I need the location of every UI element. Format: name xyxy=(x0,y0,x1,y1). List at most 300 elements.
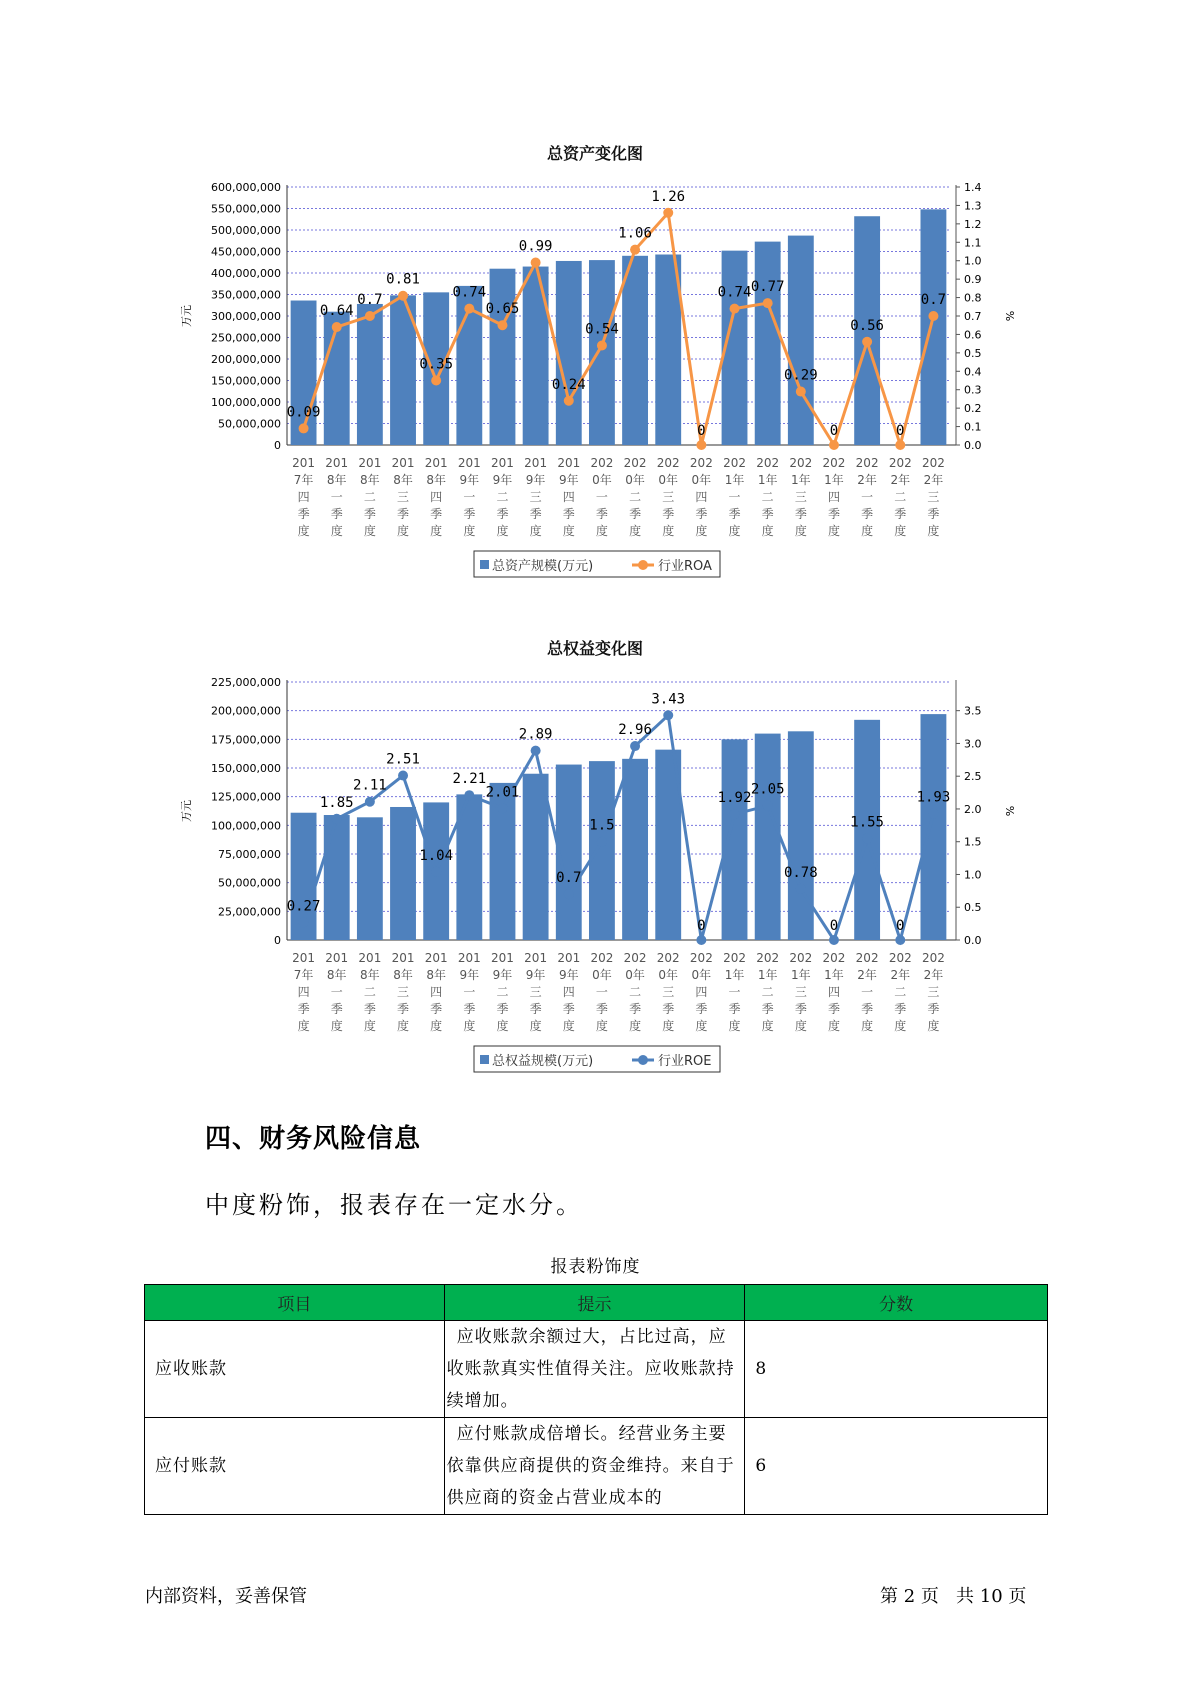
x-tick-label: 202 xyxy=(623,951,647,965)
x-tick-label: 202 xyxy=(656,951,680,965)
x-tick-label: 度 xyxy=(927,524,940,538)
x-tick-label: 度 xyxy=(330,524,343,538)
x-tick-label: 202 xyxy=(855,951,879,965)
line-point xyxy=(431,376,441,386)
x-tick-label: 度 xyxy=(430,524,443,538)
row-item: 应收账款 xyxy=(145,1321,445,1418)
x-tick-label: 一 xyxy=(595,985,608,999)
y2-tick-label: 0.8 xyxy=(964,291,982,305)
x-tick-label: 度 xyxy=(695,1019,708,1033)
y2-tick-label: 1.4 xyxy=(964,181,982,194)
x-tick-label: 季 xyxy=(794,1002,807,1016)
bar xyxy=(788,731,814,940)
data-label: 0.81 xyxy=(386,271,420,288)
y-tick-label: 0 xyxy=(274,934,281,947)
y-tick-label: 350,000,000 xyxy=(211,288,281,302)
bar xyxy=(556,261,582,445)
x-tick-label: 度 xyxy=(595,524,608,538)
y2-tick-label: 3.0 xyxy=(964,737,982,751)
x-tick-label: 四 xyxy=(827,985,840,999)
x-tick-label: 202 xyxy=(623,456,647,470)
header-item: 项目 xyxy=(145,1285,445,1321)
x-tick-label: 一 xyxy=(728,490,741,504)
x-tick-label: 度 xyxy=(496,524,509,538)
line-point xyxy=(564,889,574,899)
x-tick-label: 0年 xyxy=(592,968,612,982)
x-tick-label: 季 xyxy=(430,507,443,521)
line-point xyxy=(564,396,574,406)
y2-tick-label: 0.3 xyxy=(964,383,982,397)
x-tick-label: 202 xyxy=(723,951,746,965)
x-tick-label: 季 xyxy=(595,507,608,521)
x-tick-label: 三 xyxy=(397,490,410,504)
x-tick-label: 季 xyxy=(794,507,807,521)
x-tick-label: 7年 xyxy=(293,473,314,487)
data-label: 2.96 xyxy=(618,722,652,739)
x-tick-label: 201 xyxy=(557,951,581,965)
y2-tick-label: 0.5 xyxy=(964,901,982,915)
x-tick-label: 201 xyxy=(491,456,514,470)
total-equity-chart-svg xyxy=(0,630,1191,1090)
data-label: 0 xyxy=(896,423,905,439)
x-tick-label: 度 xyxy=(595,1019,608,1033)
x-tick-label: 季 xyxy=(827,507,840,521)
line-point xyxy=(597,837,607,847)
data-label: 1.26 xyxy=(651,188,686,205)
x-tick-label: 度 xyxy=(397,524,410,538)
x-tick-label: 度 xyxy=(463,524,476,538)
x-tick-label: 度 xyxy=(629,524,642,538)
x-tick-label: 度 xyxy=(861,1019,874,1033)
data-label: 0.78 xyxy=(783,864,818,881)
x-tick-label: 度 xyxy=(363,1019,376,1033)
data-label: 2.21 xyxy=(452,771,487,788)
line-point xyxy=(730,809,740,819)
x-tick-label: 四 xyxy=(430,985,443,999)
x-tick-label: 201 xyxy=(491,951,514,965)
x-tick-label: 202 xyxy=(590,951,614,965)
x-tick-label: 二 xyxy=(363,490,376,504)
x-tick-label: 202 xyxy=(656,456,680,470)
x-tick-label: 四 xyxy=(297,985,310,999)
chart-title: 总资产变化图 xyxy=(546,144,644,163)
data-label: 0 xyxy=(829,423,839,439)
x-tick-label: 度 xyxy=(562,1019,575,1033)
x-tick-label: 二 xyxy=(761,490,774,504)
x-tick-label: 四 xyxy=(562,490,575,504)
y2-tick-label: 0.9 xyxy=(964,273,982,287)
y2-tick-label: 2.5 xyxy=(964,770,982,784)
table-row xyxy=(145,1418,1048,1515)
table-row xyxy=(145,1321,1048,1418)
x-tick-label: 度 xyxy=(728,524,741,538)
x-tick-label: 202 xyxy=(723,456,746,470)
bar xyxy=(622,256,648,445)
x-tick-label: 季 xyxy=(330,1002,343,1016)
data-label: 0.56 xyxy=(850,317,884,334)
legend-label: 总资产规模(万元) xyxy=(492,559,594,574)
x-tick-label: 二 xyxy=(629,985,642,999)
x-tick-label: 季 xyxy=(894,1002,907,1016)
x-tick-label: 二 xyxy=(496,490,509,504)
legend-label: 行业ROA xyxy=(658,559,712,574)
x-tick-label: 一 xyxy=(463,985,476,999)
y-tick-label: 600,000,000 xyxy=(211,181,281,194)
x-tick-label: 三 xyxy=(794,490,807,504)
data-label: 1.5 xyxy=(589,817,615,834)
data-label: 2.11 xyxy=(353,777,387,794)
bar xyxy=(490,269,516,445)
data-label: 1.06 xyxy=(618,225,652,242)
line-point xyxy=(763,801,773,811)
bar xyxy=(589,761,615,940)
x-tick-label: 季 xyxy=(397,1002,410,1016)
line-point xyxy=(696,935,706,945)
x-tick-label: 9年 xyxy=(492,473,513,487)
line-point xyxy=(895,935,905,945)
legend-label: 行业ROE xyxy=(658,1054,712,1069)
x-tick-label: 1年 xyxy=(757,473,778,487)
total-assets-chart-svg xyxy=(0,135,1191,595)
y2-tick-label: 1.1 xyxy=(964,236,982,250)
x-tick-label: 度 xyxy=(297,524,310,538)
bar xyxy=(722,739,748,940)
x-tick-label: 度 xyxy=(794,1019,807,1033)
chart-title: 总权益变化图 xyxy=(546,639,644,658)
bar xyxy=(788,236,814,445)
x-tick-label: 一 xyxy=(463,490,476,504)
line-point xyxy=(730,304,740,314)
y-tick-label: 225,000,000 xyxy=(211,676,281,689)
data-label: 0 xyxy=(697,423,706,439)
x-tick-label: 202 xyxy=(689,951,713,965)
x-tick-label: 度 xyxy=(728,1019,741,1033)
line-point xyxy=(862,337,872,347)
data-label: 1.93 xyxy=(916,789,951,806)
x-tick-label: 季 xyxy=(728,1002,741,1016)
x-tick-label: 度 xyxy=(861,524,874,538)
x-tick-label: 四 xyxy=(562,985,575,999)
x-tick-label: 1年 xyxy=(724,473,745,487)
x-tick-label: 1年 xyxy=(791,473,811,487)
row-tip: 应收账款余额过大，占比过高，应收账款真实性值得关注。应收账款持续增加。 xyxy=(444,1321,745,1418)
x-tick-label: 9年 xyxy=(525,473,546,487)
x-tick-label: 季 xyxy=(363,507,376,521)
legend-swatch-bar xyxy=(480,1055,489,1064)
line-point xyxy=(663,710,673,720)
x-tick-label: 三 xyxy=(927,985,940,999)
x-tick-label: 202 xyxy=(888,951,912,965)
x-tick-label: 一 xyxy=(861,490,874,504)
data-label: 0.77 xyxy=(750,279,785,296)
x-tick-label: 季 xyxy=(363,1002,376,1016)
x-tick-label: 度 xyxy=(562,524,575,538)
y2-tick-label: 1.3 xyxy=(964,199,982,213)
x-tick-label: 202 xyxy=(855,456,879,470)
x-tick-label: 度 xyxy=(397,1019,410,1033)
data-label: 1.55 xyxy=(850,814,884,831)
y-axis-title: 万元 xyxy=(180,800,193,822)
x-tick-label: 季 xyxy=(562,1002,575,1016)
data-label: 2.05 xyxy=(750,781,785,798)
y2-tick-label: 0.4 xyxy=(964,365,982,379)
y-tick-label: 25,000,000 xyxy=(218,905,281,919)
x-tick-label: 度 xyxy=(330,1019,343,1033)
x-tick-label: 9年 xyxy=(558,968,579,982)
bar xyxy=(523,774,549,940)
data-label: 0.7 xyxy=(556,870,582,887)
data-label: 3.43 xyxy=(651,691,686,708)
y-tick-label: 200,000,000 xyxy=(211,704,281,718)
line-point xyxy=(862,833,872,843)
y-tick-label: 150,000,000 xyxy=(211,374,281,388)
x-tick-label: 一 xyxy=(728,985,741,999)
footer-page-number: 第 2 页 共 10 页 xyxy=(880,1586,1027,1607)
x-tick-label: 8年 xyxy=(393,473,413,487)
data-label: 0.7 xyxy=(357,292,383,308)
x-tick-label: 201 xyxy=(457,456,481,470)
x-tick-label: 度 xyxy=(794,524,807,538)
x-tick-label: 9年 xyxy=(558,473,579,487)
line-point xyxy=(630,741,640,751)
x-tick-label: 季 xyxy=(861,507,874,521)
data-label: 2.89 xyxy=(518,726,553,743)
data-label: 0.74 xyxy=(717,284,752,301)
x-tick-label: 三 xyxy=(397,985,410,999)
bar xyxy=(755,734,781,940)
data-label: 0 xyxy=(896,918,905,934)
x-tick-label: 9年 xyxy=(459,968,480,982)
x-tick-label: 8年 xyxy=(393,968,413,982)
y-tick-label: 100,000,000 xyxy=(211,396,281,409)
x-tick-label: 季 xyxy=(297,1002,310,1016)
bar xyxy=(324,815,350,940)
x-tick-label: 201 xyxy=(524,951,548,965)
x-tick-label: 二 xyxy=(894,490,907,504)
y-tick-label: 50,000,000 xyxy=(218,876,281,890)
x-tick-label: 二 xyxy=(894,985,907,999)
y2-tick-label: 0.1 xyxy=(964,420,982,434)
bar xyxy=(920,209,946,445)
y-tick-label: 100,000,000 xyxy=(211,819,281,833)
data-label: 0.54 xyxy=(585,321,619,338)
line-point xyxy=(597,340,607,350)
x-tick-label: 季 xyxy=(562,507,575,521)
x-tick-label: 201 xyxy=(391,951,415,965)
x-tick-label: 三 xyxy=(529,490,542,504)
total-assets-chart xyxy=(0,135,1191,599)
x-tick-label: 季 xyxy=(529,1002,542,1016)
x-tick-label: 季 xyxy=(330,507,343,521)
legend-swatch-point xyxy=(638,560,648,570)
y2-tick-label: 1.0 xyxy=(964,868,982,882)
x-tick-label: 8年 xyxy=(426,473,446,487)
x-tick-label: 度 xyxy=(761,524,774,538)
data-label: 2.51 xyxy=(386,751,420,768)
line-point xyxy=(299,917,309,927)
x-tick-label: 季 xyxy=(463,1002,476,1016)
header-tip: 提示 xyxy=(444,1285,745,1321)
data-label: 0.29 xyxy=(783,367,818,384)
x-tick-label: 季 xyxy=(629,1002,642,1016)
legend-label: 总权益规模(万元) xyxy=(492,1054,594,1069)
bar xyxy=(357,817,383,940)
x-tick-label: 季 xyxy=(695,1002,708,1016)
y2-tick-label: 0.7 xyxy=(964,310,982,323)
y2-tick-label: 1.2 xyxy=(964,217,982,231)
line-point xyxy=(796,387,806,397)
x-tick-label: 季 xyxy=(297,507,310,521)
line-point xyxy=(829,440,839,450)
row-score: 8 xyxy=(745,1321,1048,1418)
line-point xyxy=(365,797,375,807)
x-tick-label: 季 xyxy=(529,507,542,521)
section-title: 四、财务风险信息 xyxy=(205,1124,422,1154)
line-point xyxy=(464,304,474,314)
line-point xyxy=(332,322,342,332)
line-point xyxy=(464,790,474,800)
x-tick-label: 201 xyxy=(391,456,415,470)
y-tick-label: 0 xyxy=(274,439,281,452)
data-label: 1.85 xyxy=(319,794,354,811)
x-tick-label: 季 xyxy=(463,507,476,521)
y-tick-label: 250,000,000 xyxy=(211,331,281,345)
x-tick-label: 季 xyxy=(761,1002,774,1016)
bar xyxy=(390,807,416,940)
line-point xyxy=(531,258,541,268)
x-tick-label: 0年 xyxy=(658,968,679,982)
line-point xyxy=(497,320,507,330)
y-tick-label: 450,000,000 xyxy=(211,245,281,259)
x-tick-label: 度 xyxy=(695,524,708,538)
x-tick-label: 度 xyxy=(463,1019,476,1033)
x-tick-label: 三 xyxy=(662,985,675,999)
x-tick-label: 季 xyxy=(761,507,774,521)
x-tick-label: 2年 xyxy=(890,473,911,487)
x-tick-label: 三 xyxy=(529,985,542,999)
x-tick-label: 度 xyxy=(827,1019,840,1033)
x-tick-label: 季 xyxy=(695,507,708,521)
risk-table xyxy=(144,1284,1048,1515)
x-tick-label: 9年 xyxy=(459,473,480,487)
x-tick-label: 202 xyxy=(689,456,713,470)
y-tick-label: 500,000,000 xyxy=(211,224,281,237)
y-tick-label: 550,000,000 xyxy=(211,202,281,216)
x-tick-label: 202 xyxy=(590,456,614,470)
x-tick-label: 1年 xyxy=(824,473,844,487)
y-tick-label: 400,000,000 xyxy=(211,267,281,280)
x-tick-label: 2年 xyxy=(890,968,911,982)
y-tick-label: 50,000,000 xyxy=(218,417,281,431)
table-header-row xyxy=(145,1285,1048,1321)
x-tick-label: 0年 xyxy=(658,473,679,487)
x-tick-label: 1年 xyxy=(824,968,844,982)
x-tick-label: 0年 xyxy=(592,473,612,487)
bar xyxy=(755,242,781,445)
x-tick-label: 201 xyxy=(424,456,448,470)
y2-tick-label: 0.6 xyxy=(964,328,982,342)
x-tick-label: 度 xyxy=(297,1019,310,1033)
x-tick-label: 季 xyxy=(927,1002,940,1016)
x-tick-label: 202 xyxy=(888,456,912,470)
x-tick-label: 0年 xyxy=(691,968,712,982)
x-tick-label: 度 xyxy=(629,1019,642,1033)
x-tick-label: 四 xyxy=(297,490,310,504)
x-tick-label: 季 xyxy=(827,1002,840,1016)
line-point xyxy=(531,746,541,756)
x-tick-label: 201 xyxy=(424,951,448,965)
x-tick-label: 度 xyxy=(496,1019,509,1033)
y2-tick-label: 1.0 xyxy=(964,254,982,268)
x-tick-label: 8年 xyxy=(326,968,347,982)
line-point xyxy=(696,440,706,450)
bar xyxy=(523,267,549,445)
x-tick-label: 0年 xyxy=(691,473,712,487)
x-tick-label: 季 xyxy=(662,507,675,521)
x-tick-label: 度 xyxy=(927,1019,940,1033)
footer-confidential: 内部资料，妥善保管 xyxy=(145,1586,307,1607)
x-tick-label: 四 xyxy=(430,490,443,504)
x-tick-label: 一 xyxy=(330,490,343,504)
x-tick-label: 二 xyxy=(363,985,376,999)
x-tick-label: 二 xyxy=(496,985,509,999)
x-tick-label: 四 xyxy=(695,985,708,999)
line-point xyxy=(829,935,839,945)
y2-axis-title: % xyxy=(1003,805,1016,817)
x-tick-label: 度 xyxy=(662,1019,675,1033)
data-label: 2.01 xyxy=(485,784,520,801)
line-point xyxy=(928,809,938,819)
data-label: 0.65 xyxy=(485,301,520,318)
line-point xyxy=(928,311,938,321)
line-point xyxy=(663,208,673,218)
y2-tick-label: 0.0 xyxy=(964,439,982,452)
y2-tick-label: 0.0 xyxy=(964,934,982,947)
section-body: 中度粉饰，报表存在一定水分。 xyxy=(205,1191,583,1219)
line-point xyxy=(398,771,408,781)
line-point xyxy=(431,867,441,877)
data-label: 0.64 xyxy=(319,303,354,320)
x-tick-label: 度 xyxy=(761,1019,774,1033)
line-point xyxy=(398,291,408,301)
x-tick-label: 度 xyxy=(662,524,675,538)
x-tick-label: 8年 xyxy=(360,968,380,982)
y2-axis-title: % xyxy=(1003,310,1016,322)
x-tick-label: 季 xyxy=(430,1002,443,1016)
y-tick-label: 150,000,000 xyxy=(211,762,281,775)
x-tick-label: 度 xyxy=(529,524,542,538)
data-label: 1.04 xyxy=(419,847,454,864)
line-point xyxy=(332,814,342,824)
x-tick-label: 201 xyxy=(292,456,316,470)
x-tick-label: 201 xyxy=(325,951,349,965)
x-tick-label: 度 xyxy=(529,1019,542,1033)
y-tick-label: 200,000,000 xyxy=(211,353,281,366)
x-tick-label: 季 xyxy=(927,507,940,521)
x-tick-label: 9年 xyxy=(492,968,513,982)
y-tick-label: 175,000,000 xyxy=(211,733,281,747)
data-label: 0.35 xyxy=(419,356,454,373)
legend-swatch-bar xyxy=(480,560,489,569)
y2-tick-label: 2.0 xyxy=(964,802,982,816)
x-tick-label: 一 xyxy=(595,490,608,504)
header-score: 分数 xyxy=(745,1285,1048,1321)
x-tick-label: 7年 xyxy=(293,968,314,982)
x-tick-label: 1年 xyxy=(724,968,745,982)
line-point xyxy=(365,311,375,321)
x-tick-label: 201 xyxy=(292,951,316,965)
x-tick-label: 9年 xyxy=(525,968,546,982)
